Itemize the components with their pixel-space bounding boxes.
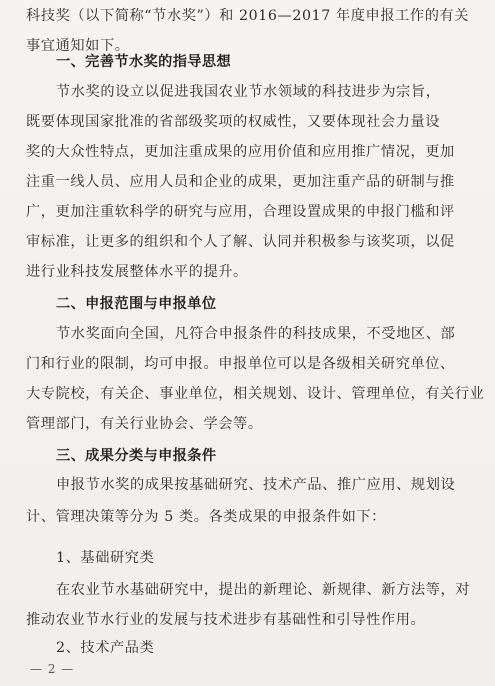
subheading-basic-research: 1、基础研究类 bbox=[56, 550, 155, 566]
section-heading-1: 一、完善节水奖的指导思想 bbox=[56, 54, 232, 70]
para2-line-4: 管理部门，有关行业协会、学会等。 bbox=[26, 416, 263, 432]
para1-line-3: 奖的大众性特点，更加注重成果的应用价值和应用推广情况，更加 bbox=[26, 144, 455, 160]
para1-line-4: 注重一线人员、应用人员和企业的成果，更加注重产品的研制与推 bbox=[26, 174, 455, 190]
subheading-tech-products: 2、技术产品类 bbox=[56, 640, 155, 656]
para4-line-1: 在农业节水基础研究中，提出的新理论、新规律、新方法等，对 bbox=[56, 582, 471, 598]
para1-line-7: 进行业科技发展整体水平的提升。 bbox=[26, 264, 248, 280]
para1-line-2: 既要体现国家批准的省部级奖项的权威性，又要体现社会力量设 bbox=[26, 114, 441, 130]
para2-line-1: 节水奖面向全国，凡符合申报条件的科技成果，不受地区、部 bbox=[56, 326, 456, 342]
page-number: — 2 — bbox=[30, 662, 75, 676]
para2-line-2: 门和行业的限制，均可申报。申报单位可以是各级相关研究单位、 bbox=[26, 356, 455, 372]
section-heading-2: 二、申报范围与申报单位 bbox=[56, 296, 217, 312]
section-heading-3: 三、成果分类与申报条件 bbox=[56, 448, 217, 464]
para1-line-5: 广，更加注重软科学的研究与应用，合理设置成果的申报门槛和评 bbox=[26, 204, 455, 220]
para1-line-1: 节水奖的设立以促进我国农业节水领域的科技进步为宗旨， bbox=[56, 84, 441, 100]
para1-line-6: 审标准，让更多的组织和个人了解、认同并积极参与该奖项，以促 bbox=[26, 234, 455, 250]
intro-line-2: 事宜通知如下。 bbox=[26, 38, 130, 54]
para3-line-2: 计、管理决策等分为 5 类。各类成果的申报条件如下： bbox=[26, 509, 386, 525]
intro-line-1: 科技奖（以下简称“节水奖”）和 2016—2017 年度申报工作的有关 bbox=[26, 8, 470, 24]
para2-line-3: 大专院校，有关企、事业单位，相关规划、设计、管理单位，有关行业 bbox=[26, 386, 485, 402]
para4-line-2: 推动农业节水行业的发展与技术进步有基础性和引导性作用。 bbox=[26, 612, 426, 628]
para3-line-1: 申报节水奖的成果按基础研究、技术产品、推广应用、规划设 bbox=[56, 477, 456, 493]
